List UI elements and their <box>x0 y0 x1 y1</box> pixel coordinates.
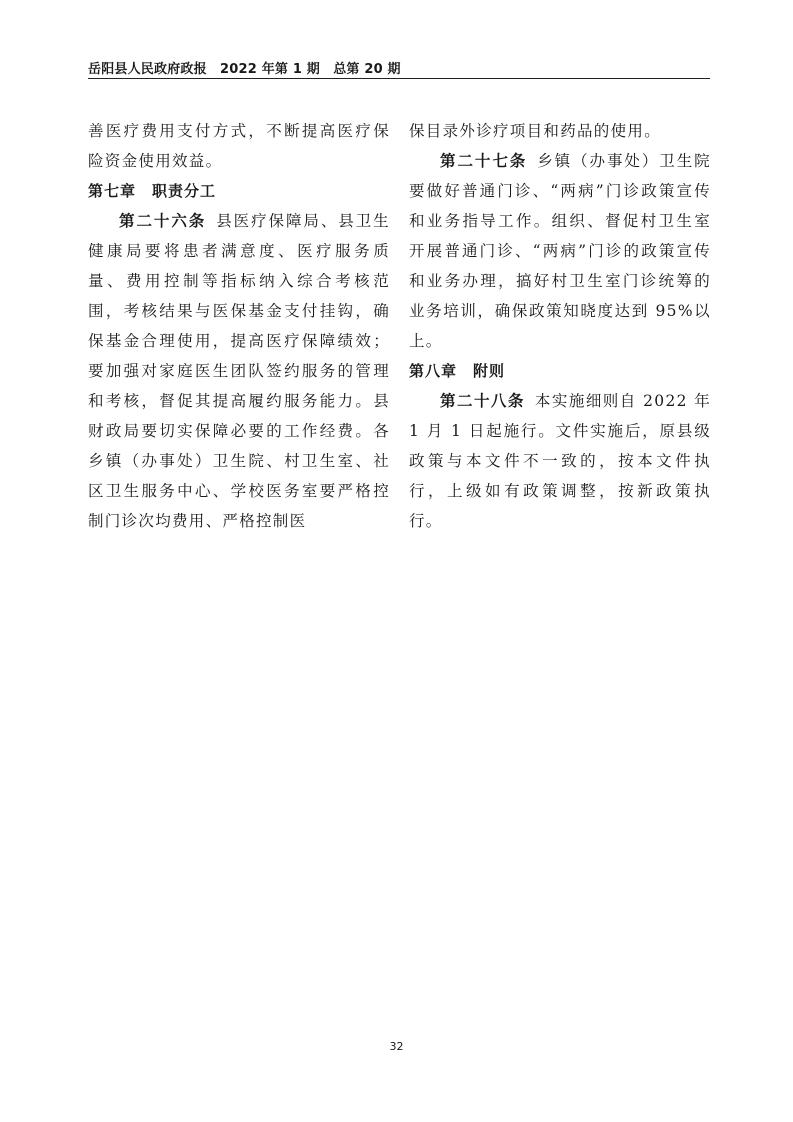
article-26-title: 第二十六条 <box>119 212 207 230</box>
chapter-8-heading: 第八章 附则 <box>409 362 506 380</box>
right-column <box>409 116 711 536</box>
article-27 <box>409 146 711 356</box>
article-26-body: 县医疗保障局、县卫生健康局要将患者满意度、医疗服务质量、费用控制等指标纳入综合考核范围，考核结果与医保基金支付挂钩，确保基金合理使用，提高医疗保障绩效；要加强对家庭医生团队签约服务的管理和考核，督促其提高履约服务能力。县财政局要切实保障必要的工作经费。各乡镇（办事处）卫生院、村卫生室、社区卫生服务中心、学校医务室要严格控制门诊次均费用、严格控制医 <box>88 212 390 530</box>
continued-paragraph-right: 保目录外诊疗项目和药品的使用。 <box>409 122 662 140</box>
article-26 <box>88 206 390 536</box>
page-number: 32 <box>389 1040 404 1053</box>
article-28-body: 本实施细则自 2022 年 1 月 1 日起施行。文件实施后，原县级政策与本文件不一致的，按本文件执行，上级如有政策调整，按新政策执行。 <box>409 392 711 530</box>
left-column <box>88 116 390 536</box>
header-rule <box>88 78 710 79</box>
article-27-body: 乡镇（办事处）卫生院要做好普通门诊、“两病”门诊政策宣传和业务指导工作。组织、督促村卫生室开展普通门诊、“两病”门诊的政策宣传和业务办理，搞好村卫生室门诊统筹的业务培训，确保政策知晓度达到 95%以上。 <box>409 152 711 350</box>
chapter-7-heading: 第七章 职责分工 <box>88 182 217 200</box>
article-27-title: 第二十七条 <box>440 152 528 170</box>
article-28 <box>409 386 711 536</box>
continued-paragraph: 善医疗费用支付方式，不断提高医疗保险资金使用效益。 <box>88 122 390 170</box>
running-header: 岳阳县人民政府政报 2022 年第 1 期 总第 20 期 <box>88 62 401 77</box>
article-28-title: 第二十八条 <box>440 392 525 410</box>
